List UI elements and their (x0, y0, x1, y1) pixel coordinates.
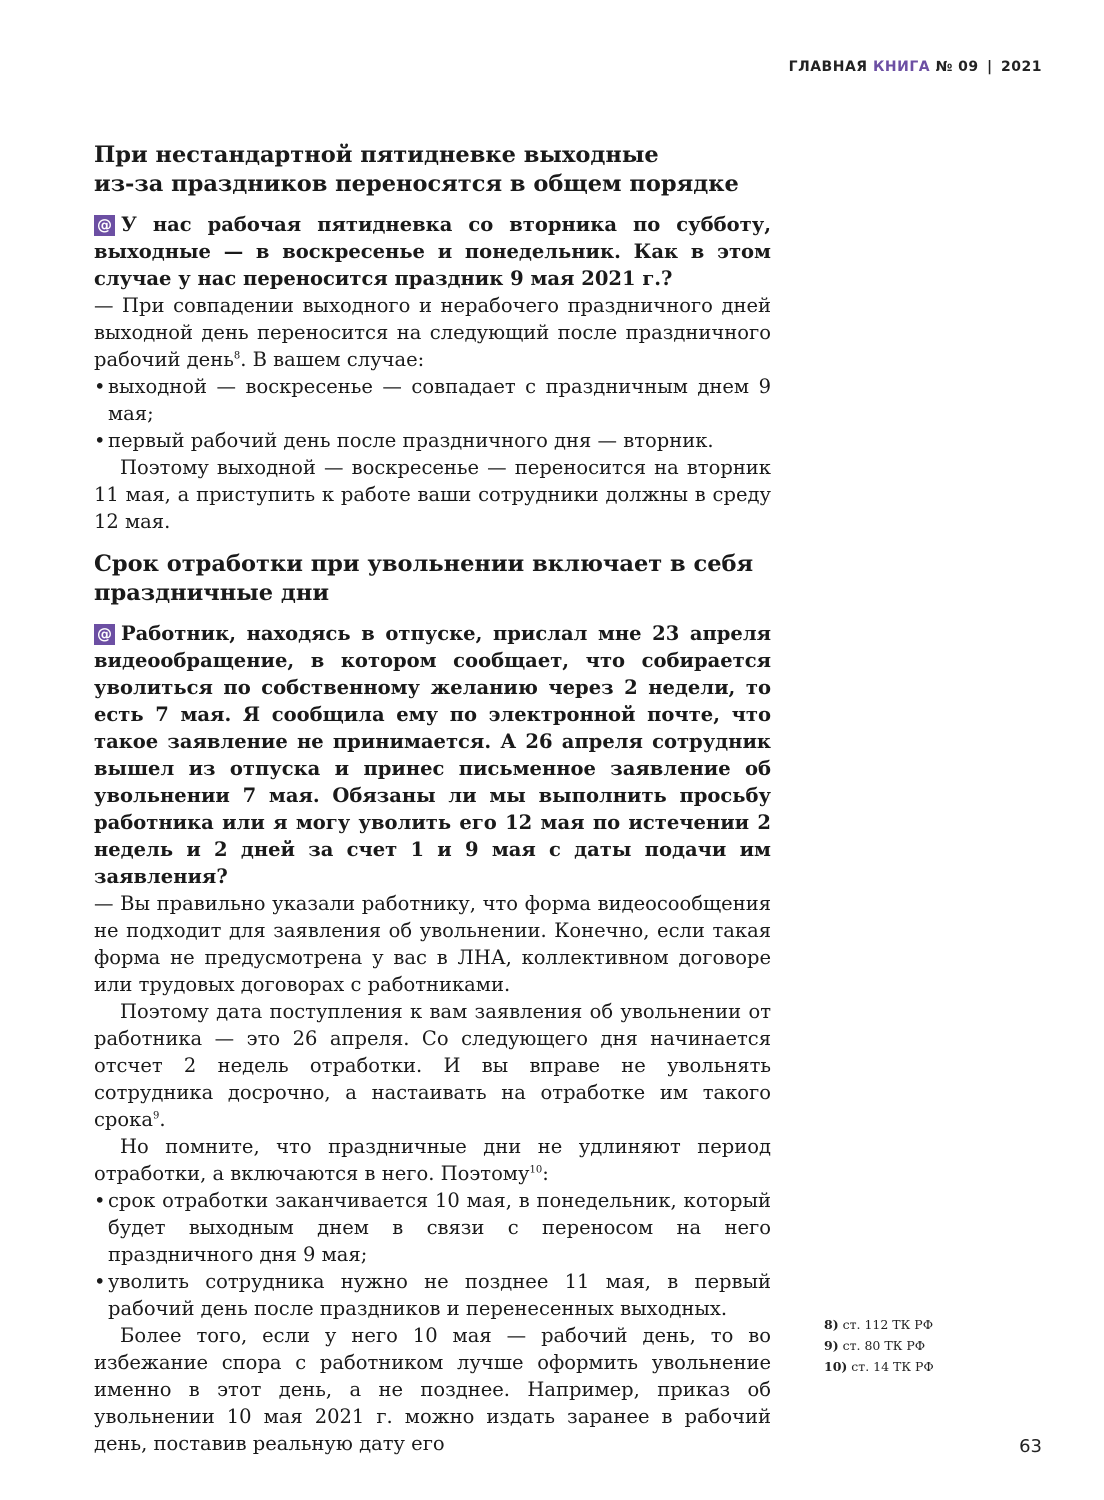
list-item: • уволить сотрудника нужно не позднее 11 мая, в первый рабочий день после праздников и перенесенных выходных. (94, 1268, 771, 1322)
section-2-answer-p2: Поэтому дата поступления к вам заявления об увольнении от работника — это 26 апреля. Со следующего дня начинается отсчет 2 недель отработки. И вы вправе не увольнять сотрудника досрочно, а настаивать на отработке им такого срока$^9$. (94, 1000, 771, 1131)
section-1-title-line1: При нестандартной пятидневке выходные (94, 142, 659, 168)
section-2-answer-p3: Но помните, что праздничные дни не удлиняют период отработки, а включаются в него. Поэтому$^{10}$: (94, 1135, 771, 1185)
list-item: • выходной — воскресенье — совпадает с праздничным днем 9 мая; (94, 373, 771, 427)
brand-part2: КНИГА (872, 59, 931, 75)
section-1-answer-intro: — При совпадении выходного и нерабочего праздничного дней выходной день переносится на следующий после праздничного рабочий день$^8$. В вашем случае: (94, 294, 771, 371)
section-2-question (94, 620, 771, 890)
masthead (789, 59, 1042, 75)
issue-number: № 09 (935, 59, 979, 75)
section-2 (94, 550, 771, 1457)
list-item: • срок отработки заканчивается 10 мая, в понедельник, который будет выходным днем в связи с переносом на него праздничного дня 9 мая; (94, 1187, 771, 1268)
masthead-separator: | (987, 59, 993, 75)
section-2-title (94, 550, 771, 608)
section-2-question-text: Работник, находясь в отпуске, прислал мне 23 апреля видеообращение, в котором сообщает, что собирается уволиться по собственному желанию через 2 недели, то есть 7 мая. Я сообщила ему по электронной почте, что такое заявление не принимается. А 26 апреля сотрудник вышел из отпуска и принес письменное заявление об увольнении 7 мая. Обязаны ли мы выполнить просьбу работника или я могу уволить его 12 мая по истечении 2 недель и 2 дней за счет 1 и 9 мая с даты подачи им заявления? (94, 622, 771, 888)
section-1-bullets (94, 373, 771, 454)
footnotes (824, 1314, 934, 1377)
at-sign-icon: @ (94, 215, 115, 236)
list-item: • первый рабочий день после праздничного дня — вторник. (94, 427, 771, 454)
footnote: 9) ст. 80 ТК РФ (824, 1338, 926, 1353)
section-2-bullets (94, 1187, 771, 1322)
section-1-conclusion: Поэтому выходной — воскресенье — переносится на вторник 11 мая, а приступить к работе ваши сотрудники должны в среду 12 мая. (94, 456, 771, 533)
section-2-answer-p1: — Вы правильно указали работнику, что форма видеосообщения не подходит для заявления об увольнении. Конечно, если такая форма не предусмотрена у вас в ЛНА, коллективном договоре или трудовых договорах с работниками. (94, 892, 771, 996)
section-2-title-line1: Срок отработки при увольнении включает в себя (94, 551, 754, 577)
section-1-title-line2: из-за праздников переносятся в общем порядке (94, 171, 739, 197)
footnote-ref-10: 10 (529, 1164, 543, 1176)
footnote: 10) ст. 14 ТК РФ (824, 1359, 934, 1374)
footnote-ref-8: 8 (233, 350, 241, 362)
page-number: 63 (1019, 1436, 1042, 1457)
issue-year: 2021 (1001, 59, 1042, 75)
section-2-answer-p4: Более того, если у него 10 мая — рабочий день, то во избежание спора с работником лучше оформить увольнение именно в этот день, а не позднее. Например, приказ об увольнении 10 мая 2021 г. можно издать заранее в рабочий день, поставив реальную дату его (94, 1324, 771, 1455)
section-1-question (94, 211, 771, 292)
footnote-ref-9: 9 (152, 1110, 160, 1122)
section-1-title (94, 141, 771, 199)
section-1-question-text: У нас рабочая пятидневка со вторника по субботу, выходные — в воскресенье и понедельник. Как в этом случае у нас переносится праздник 9 мая 2021 г.? (94, 213, 771, 290)
footnote: 8) ст. 112 ТК РФ (824, 1317, 934, 1332)
at-sign-icon: @ (94, 624, 115, 645)
section-2-title-line2: праздничные дни (94, 580, 330, 606)
brand-part1: ГЛАВНАЯ (788, 59, 868, 75)
section-1 (94, 141, 771, 535)
